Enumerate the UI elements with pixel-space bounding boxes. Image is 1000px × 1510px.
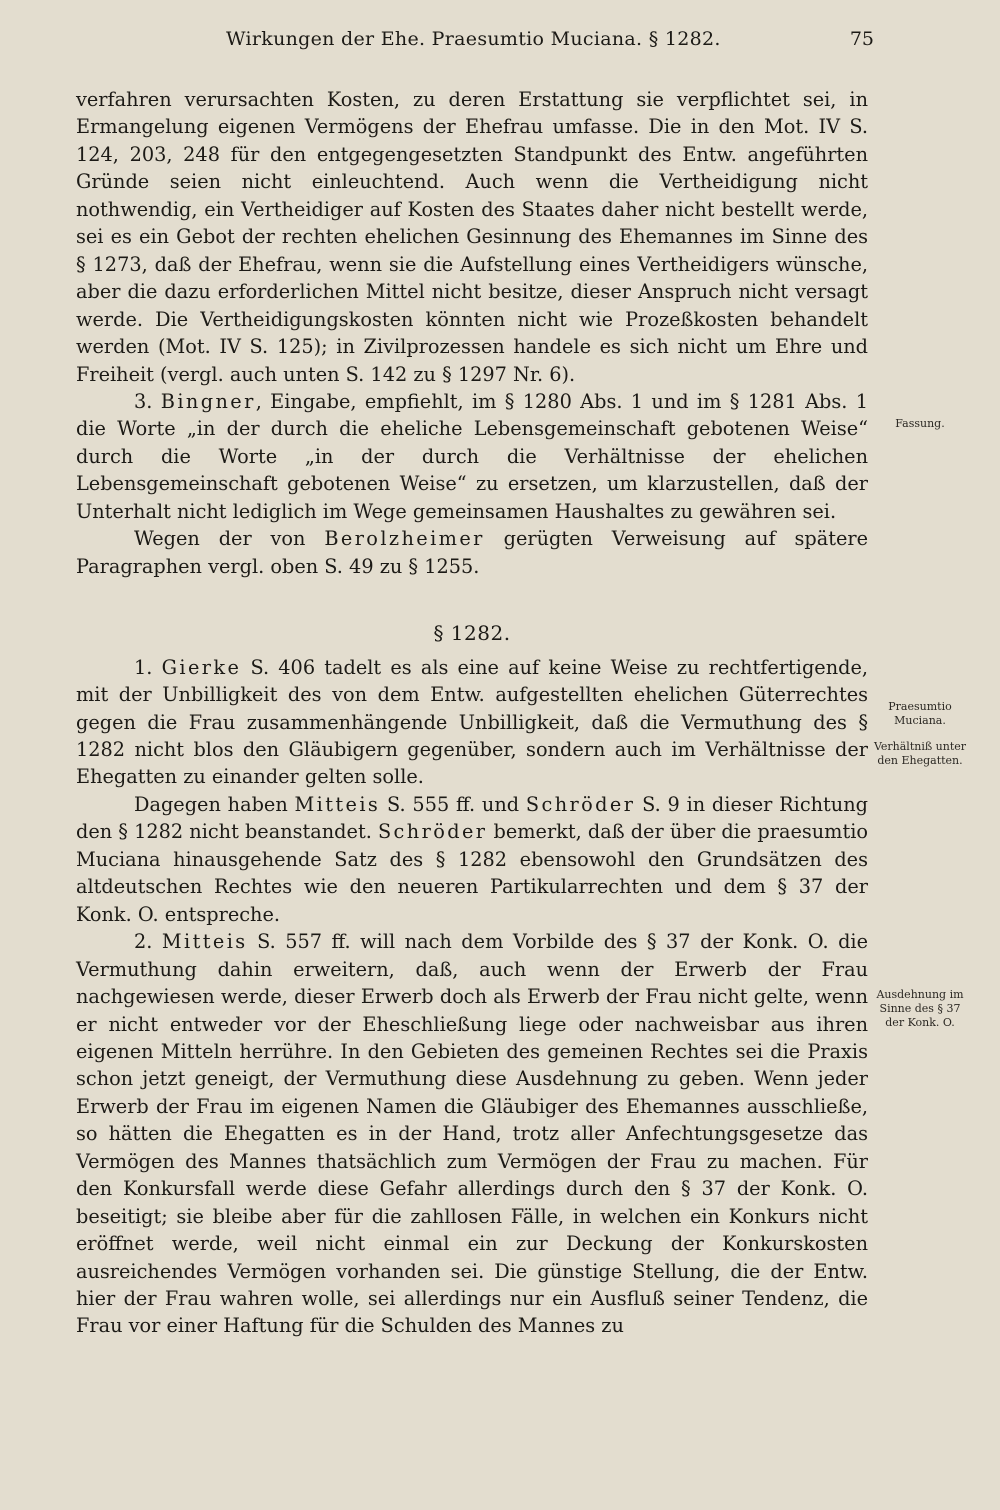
paragraph-text: Wegen der von bbox=[134, 527, 325, 551]
paragraph-text: bemerkt, daß der über die praesumtio Muciana hinausgehende Satz des § 1282 ebensowohl den Grundsätzen des altdeutschen Rechtes wie den neueren Partikularrechten und dem § 37 der Konk. O. entspreche. bbox=[76, 820, 868, 926]
item-number: 1. bbox=[134, 655, 162, 679]
author-name: Mitteis bbox=[294, 792, 381, 816]
margin-note-ausdehnung: Ausdehnung im Sinne des § 37 der Konk. O. bbox=[876, 988, 964, 1029]
paragraph-text: Dagegen haben bbox=[134, 792, 295, 816]
paragraph-text: gerügten Verweisung auf spätere Paragraphen vergl. oben S. 49 zu § 1255. bbox=[76, 527, 869, 578]
paragraph-berolzheimer bbox=[76, 525, 868, 580]
author-name: Mitteis bbox=[161, 930, 248, 954]
paragraph-text: S. 9 in dieser Richtung den § 1282 nicht beanstandet. bbox=[76, 792, 868, 844]
paragraph-mitteis bbox=[76, 928, 868, 1340]
paragraph-text: S. 406 tadelt es als eine auf keine Weise zu rechtfertigende, mit der Unbilligkeit des von dem Entw. aufgestellten ehelichen Güterrechtes gegen die Frau zusammenhängende Unbilligkeit, daß die Vermuthung des § 1282 nicht blos den Gläubigern gegenüber, sondern auch im Verhältnisse der Ehegatten zu einander gelten solle. bbox=[76, 655, 869, 789]
paragraph-text: S. 557 ff. will nach dem Vorbilde des § 37 der Konk. O. die Vermuthung dahin erweitern, daß, auch wenn der Erwerb der Frau nachgewiesen werde, dieser Erwerb doch als Erwerb der Frau nicht gelte, wenn er nicht entweder vor der Eheschließung liege oder nachweisbar aus ihren eigenen Mitteln herrühre. In den Gebieten des gemeinen Rechtes sei die Praxis schon jetzt geneigt, der Vermuthung diese Ausdehnung zu geben. Wenn jeder Erwerb der Frau im eigenen Namen die Gläubiger des Ehemannes ausschließe, so hätten die Ehegatten es in der Hand, trotz aller Anfechtungsgesetze das Vermögen des Mannes thatsächlich zum Vermögen der Frau zu machen. Für den Konkursfall werde diese Gefahr allerdings durch den § 37 der Konk. O. beseitigt; sie bleibe aber für die zahllosen Fälle, in welchen ein Konkurs nicht eröffnet werde, weil nicht einmal ein zur Deckung der Konkurskosten ausreichendes Vermögen vorhanden sei. Die günstige Stellung, die der Entw. hier der Frau wahren wolle, sei allerdings nur ein Ausfluß seiner Tendenz, die Frau vor einer Haftung für die Schulden des Mannes zu bbox=[76, 930, 868, 1338]
item-number: 3. bbox=[134, 389, 161, 413]
paragraph-text: S. 555 ff. und bbox=[380, 792, 526, 816]
paragraph-bingner bbox=[76, 388, 868, 525]
author-name: Berolzheimer bbox=[324, 527, 485, 551]
paragraph-dagegen bbox=[76, 791, 868, 928]
header-title: Wirkungen der Ehe. Praesumtio Muciana. § 1282. bbox=[226, 28, 721, 50]
margin-note-praesumtio: Praesumtio Muciana. bbox=[888, 700, 952, 727]
running-header bbox=[76, 28, 876, 58]
page-number: 75 bbox=[849, 28, 874, 50]
paragraph-text: , Eingabe, empfiehlt, im § 1280 Abs. 1 und im § 1281 Abs. 1 die Worte „in der durch die eheliche Lebensgemeinschaft gebotenen Weise“ durch die Worte „in der durch die Verhältnisse der ehelichen Lebensgemeinschaft gebotenen Weise“ zu ersetzen, um klarzustellen, daß der Unterhalt nicht lediglich im Wege gemeinsamen Haushaltes zu gewähren sei. bbox=[76, 389, 868, 523]
margin-note-verhaeltnis: Verhältniß unter den Ehegatten. bbox=[873, 740, 967, 767]
author-name: Bingner bbox=[160, 389, 256, 413]
item-number: 2. bbox=[134, 930, 162, 954]
author-name: Gierke bbox=[161, 655, 242, 679]
paragraph-continuation: verfahren verursachten Kosten, zu deren Erstattung sie verpflichtet sei, in Ermangelung eigenen Vermögens der Ehefrau umfasse. Die in den Mot. IV S. 124, 203, 248 für den entgegengesetzten Standpunkt des Entw. angeführten Gründe seien nicht einleuchtend. Auch wenn die Vertheidigung nicht nothwendig, ein Vertheidiger auf Kosten des Staates daher nicht bestellt werde, sei es ein Gebot der rechten ehelichen Gesinnung des Ehemannes im Sinne des § 1273, daß der Ehefrau, wenn sie die Aufstellung eines Vertheidigers wünsche, aber die dazu erforderlichen Mittel nicht besitze, dieser Anspruch nicht versagt werde. Die Vertheidigungskosten könnten nicht wie Prozeßkosten behandelt werden (Mot. IV S. 125); in Zivilprozessen handele es sich nicht um Ehre und Freiheit (vergl. auch unten S. 142 zu § 1297 Nr. 6). bbox=[76, 88, 868, 386]
section-heading: § 1282. bbox=[433, 621, 511, 646]
main-text bbox=[76, 86, 868, 1340]
paragraph-gierke bbox=[76, 654, 868, 791]
author-name: Schröder bbox=[525, 792, 636, 816]
author-name: Schröder bbox=[377, 820, 488, 844]
margin-note-fassung: Fassung. bbox=[895, 417, 945, 430]
